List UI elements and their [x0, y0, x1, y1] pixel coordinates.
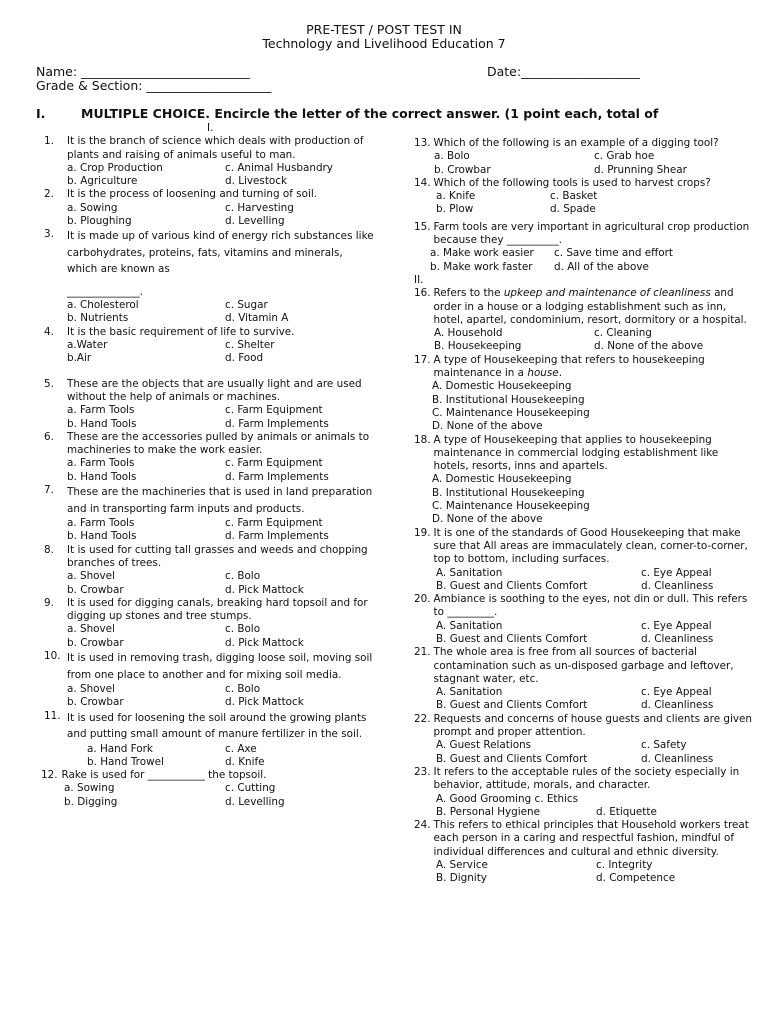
question-7: [44, 484, 374, 544]
question-text: Requests and concerns of house guests and clients are given prompt and proper attention.: [433, 712, 753, 739]
question-text-emphasis: upkeep and maintenance of cleanliness: [503, 287, 711, 300]
question-number: 14.: [414, 176, 431, 189]
question-number: 5.: [44, 377, 54, 390]
question-text: It is made up of various kind of energy rich substances like carbohydrates, proteins, fats, vitamins and minerals, which are known as: [67, 230, 374, 276]
option-d[interactable]: d. Etiquette: [596, 805, 657, 818]
question-16: [414, 287, 754, 353]
option-d[interactable]: d. Levelling: [225, 215, 285, 228]
option-d[interactable]: d. Spade: [550, 203, 596, 216]
option-c[interactable]: c. Cleaning: [594, 327, 652, 340]
option-b[interactable]: b.Air: [67, 352, 92, 365]
question-8: [44, 544, 374, 597]
name-field[interactable]: Name: ___________________________: [36, 64, 250, 79]
question-22: [414, 713, 754, 766]
question-3: [44, 228, 374, 325]
option-b[interactable]: b. Nutrients: [67, 312, 129, 325]
question-text-cont: and order in a house or a lodging establishment such as inn, hotel, apartel, condominium, resort, dormitory or a hospital.: [433, 287, 747, 326]
question-number: 20.: [414, 593, 431, 606]
question-text: These are the machineries that is used in land preparation and in transporting farm inputs and products.: [67, 486, 373, 515]
option-d[interactable]: d. Cleanliness: [641, 632, 714, 645]
option-b[interactable]: B. Dignity: [436, 872, 487, 885]
question-24: [414, 819, 754, 885]
question-number: 24.: [414, 819, 431, 832]
left-column: [41, 122, 374, 809]
option-b[interactable]: b. Hand Trowel: [87, 755, 164, 768]
option-c[interactable]: c. Eye Appeal: [641, 566, 712, 579]
option-a[interactable]: a. Farm Tools: [67, 404, 135, 417]
option-d[interactable]: D. None of the above: [432, 420, 543, 433]
question-18: [414, 434, 754, 527]
option-d[interactable]: d. None of the above: [594, 340, 704, 353]
question-text: These are the accessories pulled by animals or animals to machineries to make the work easier.: [67, 430, 370, 457]
option-b[interactable]: B. Institutional Housekeeping: [432, 393, 585, 406]
option-b[interactable]: B. Guest and Clients Comfort: [436, 699, 588, 712]
question-number: 15.: [414, 220, 431, 233]
question-13: [414, 137, 754, 177]
option-a[interactable]: a. Cholesterol: [67, 299, 139, 312]
option-d[interactable]: D. None of the above: [432, 513, 543, 526]
option-b[interactable]: B. Personal Hygiene: [436, 805, 541, 818]
question-text-emphasis: house: [527, 367, 559, 380]
option-d[interactable]: d. Vitamin A: [225, 312, 289, 325]
question-12: [41, 769, 374, 809]
question-text: It is the process of loosening and turning of soil.: [67, 188, 318, 201]
option-d[interactable]: d. Livestock: [225, 175, 287, 188]
question-6: [44, 431, 374, 484]
question-number: 11.: [44, 709, 61, 722]
option-b[interactable]: b. Crowbar: [67, 636, 124, 649]
option-b[interactable]: b. Hand Tools: [67, 530, 137, 543]
question-text: This refers to ethical principles that Household workers treat each person in a caring and respectful fashion, mindful of individual differences and cultural and ethnic diversity.: [433, 819, 749, 858]
option-c[interactable]: c. Harvesting: [225, 201, 294, 214]
test-title: PRE-TEST / POST TEST IN: [306, 22, 462, 37]
option-d[interactable]: d. Cleanliness: [641, 579, 714, 592]
option-c[interactable]: c. Animal Husbandry: [225, 161, 333, 174]
question-number: 23.: [414, 765, 431, 778]
question-number: 2.: [44, 188, 54, 201]
question-number: 10.: [44, 650, 61, 662]
option-a[interactable]: a.Water: [67, 339, 108, 352]
question-number: 7.: [44, 484, 54, 497]
question-number: 8.: [44, 543, 54, 556]
option-b[interactable]: B. Housekeeping: [434, 340, 522, 353]
question-4: [44, 326, 374, 366]
option-a[interactable]: A. Household: [434, 327, 503, 340]
option-d[interactable]: d. Farm Implements: [225, 470, 329, 483]
option-c[interactable]: c. Save time and effort: [554, 247, 674, 260]
question-text-cont: .: [558, 367, 563, 380]
question-text: These are the objects that are usually light and are used without the help of animals or machines.: [67, 377, 362, 403]
option-b[interactable]: b. Crowbar: [67, 583, 124, 596]
question-number: 6.: [44, 430, 54, 443]
question-15: [414, 221, 754, 274]
option-c[interactable]: c. Bolo: [225, 570, 261, 583]
question-text: Refers to the: [433, 287, 504, 300]
question-text: It refers to the acceptable rules of the society especially in behavior, attitude, morals, and character.: [433, 765, 740, 792]
question-11: [44, 710, 374, 770]
question-text: It is used for digging canals, breaking hard topsoil and for digging up stones and tree stumps.: [67, 596, 368, 623]
question-21: [414, 646, 754, 712]
option-a[interactable]: a. Make work easier: [430, 247, 534, 260]
question-1: [44, 135, 374, 188]
question-14: [414, 177, 754, 217]
question-text: Which of the following tools is used to harvest crops?: [433, 176, 711, 189]
option-c[interactable]: c. Safety: [641, 739, 687, 752]
question-text: Ambiance is soothing to the eyes, not din or dull. This refers to _________.: [433, 593, 748, 619]
question-number: 9.: [44, 596, 54, 609]
option-d[interactable]: d. Cleanliness: [641, 699, 714, 712]
option-d[interactable]: d. Farm Implements: [225, 417, 329, 430]
test-header: [0, 23, 768, 51]
option-c[interactable]: c. Basket: [550, 190, 598, 203]
question-text: It is one of the standards of Good Housekeeping that make sure that All areas are immaculately clean, corner-to-corner, top to bottom, including surfaces.: [433, 526, 748, 566]
question-5: [44, 378, 374, 431]
question-number: 13.: [414, 137, 431, 149]
option-a[interactable]: A. Guest Relations: [436, 739, 532, 752]
grade-section-field[interactable]: Grade & Section: ____________________: [36, 78, 272, 93]
option-a[interactable]: a. Sowing: [64, 782, 115, 795]
option-d[interactable]: d. Competence: [596, 872, 676, 885]
option-b[interactable]: B. Guest and Clients Comfort: [436, 632, 588, 645]
question-text: A type of Housekeeping that applies to housekeeping maintenance in commercial lodging establishment like hotels, resorts, inns and apartels.: [433, 433, 719, 473]
option-c[interactable]: c. Bolo: [225, 683, 261, 695]
question-text: It is used for cutting tall grasses and weeds and chopping branches of trees.: [67, 543, 368, 569]
option-c[interactable]: c. Eye Appeal: [641, 686, 712, 699]
option-a[interactable]: A. Domestic Housekeeping: [432, 380, 572, 393]
option-b[interactable]: b. Crowbar: [67, 696, 124, 709]
option-a[interactable]: a. Bolo: [434, 150, 470, 163]
option-a[interactable]: a. Shovel: [67, 570, 115, 583]
option-c[interactable]: c. Sugar: [225, 299, 268, 312]
option-c[interactable]: c. Cutting: [225, 782, 276, 795]
question-20: [414, 593, 754, 646]
option-b[interactable]: b. Ploughing: [67, 215, 132, 228]
question-17: [414, 354, 754, 434]
option-c[interactable]: c. Bolo: [225, 623, 261, 636]
question-number: 3.: [44, 228, 54, 241]
option-a[interactable]: a. Crop Production: [67, 161, 163, 174]
option-b[interactable]: B. Guest and Clients Comfort: [436, 752, 588, 765]
option-d[interactable]: d. Knife: [225, 755, 265, 768]
question-number: 18.: [414, 433, 431, 446]
question-number: 17.: [414, 353, 431, 366]
question-number: 22.: [414, 712, 431, 725]
option-b[interactable]: b. Make work faster: [430, 260, 533, 273]
question-text: Rake is used for ___________ the topsoil.: [61, 769, 267, 782]
option-a[interactable]: a. Farm Tools: [67, 517, 135, 530]
question-10: [44, 650, 374, 710]
question-number: 19.: [414, 526, 431, 539]
option-d[interactable]: d. Farm Implements: [225, 530, 329, 543]
option-d[interactable]: d. All of the above: [554, 260, 649, 273]
option-c[interactable]: c. Shelter: [225, 339, 275, 352]
option-d[interactable]: d. Cleanliness: [641, 752, 714, 765]
part-two-label: II.: [414, 273, 424, 286]
option-d[interactable]: d. Pick Mattock: [225, 583, 304, 596]
option-a[interactable]: a. Shovel: [67, 683, 115, 695]
question-number: 16.: [414, 287, 431, 300]
part-one-label: I.: [207, 122, 214, 134]
option-b[interactable]: b. Plow: [436, 203, 474, 216]
option-a[interactable]: a. Farm Tools: [67, 457, 135, 470]
answer-blank: ______________.: [67, 285, 144, 298]
question-text: The whole area is free from all sources of bacterial contamination such as un-disposed garbage and leftover, stagnant water, etc.: [433, 646, 734, 685]
question-text: It is used in removing trash, digging loose soil, moving soil from one place to another and for mixing soil media.: [67, 652, 373, 681]
question-19: [414, 527, 754, 593]
option-d[interactable]: d. Prunning Shear: [594, 163, 687, 176]
option-c[interactable]: c. Axe: [225, 742, 257, 755]
option-d[interactable]: d. Pick Mattock: [225, 696, 304, 709]
option-a[interactable]: A. Domestic Housekeeping: [432, 473, 572, 486]
option-c[interactable]: c. Grab hoe: [594, 150, 655, 163]
option-a[interactable]: a. Knife: [436, 190, 476, 203]
option-a[interactable]: a. Hand Fork: [87, 742, 153, 755]
question-text: It is the basic requirement of life to survive.: [67, 325, 295, 338]
question-number: 1.: [44, 135, 54, 148]
option-b[interactable]: b. Crowbar: [434, 163, 491, 176]
section-number: I.: [36, 106, 46, 121]
section-title: [36, 106, 658, 121]
date-field[interactable]: Date:___________________: [487, 64, 640, 79]
option-a[interactable]: A. Sanitation: [436, 619, 503, 632]
option-c[interactable]: c. Farm Equipment: [225, 457, 323, 470]
option-a[interactable]: A. Service: [436, 859, 488, 872]
option-c[interactable]: c. Integrity: [596, 859, 653, 872]
question-text: Farm tools are very important in agricultural crop production because they __________.: [433, 220, 750, 247]
option-b[interactable]: b. Agriculture: [67, 175, 138, 188]
question-9: [44, 597, 374, 650]
question-text: Which of the following is an example of a digging tool?: [433, 137, 719, 149]
option-c[interactable]: C. Maintenance Housekeeping: [432, 406, 590, 419]
question-number: 12.: [41, 769, 58, 782]
question-number: 4.: [44, 325, 54, 338]
question-text: It is used for loosening the soil around the growing plants and putting small amount of manure fertilizer in the soil.: [67, 711, 367, 741]
option-b[interactable]: B. Guest and Clients Comfort: [436, 579, 588, 592]
option-b[interactable]: b. Hand Tools: [67, 417, 137, 430]
option-b[interactable]: B. Institutional Housekeeping: [432, 486, 585, 499]
option-c[interactable]: c. Farm Equipment: [225, 404, 323, 417]
option-a[interactable]: A. Sanitation: [436, 566, 503, 579]
option-a[interactable]: a. Shovel: [67, 623, 115, 636]
option-a[interactable]: A. Sanitation: [436, 686, 503, 699]
question-text: A type of Housekeeping that refers to housekeeping maintenance in a: [433, 353, 705, 380]
option-b[interactable]: b. Digging: [64, 795, 118, 808]
question-text: It is the branch of science which deals with production of plants and raising of animals useful to man.: [67, 135, 364, 161]
option-d[interactable]: d. Pick Mattock: [225, 636, 304, 649]
question-number: 21.: [414, 646, 431, 659]
right-column: [414, 137, 754, 886]
option-d[interactable]: d. Food: [225, 352, 264, 365]
question-23: [414, 766, 754, 819]
section-instructions: MULTIPLE CHOICE. Encircle the letter of the correct answer. (1 point each, total of: [81, 106, 659, 121]
option-d[interactable]: d. Levelling: [225, 795, 285, 808]
test-subject: Technology and Livelihood Education 7: [262, 36, 506, 51]
question-2: [44, 188, 374, 228]
option-a[interactable]: a. Sowing: [67, 201, 118, 214]
option-c[interactable]: c. Farm Equipment: [225, 517, 323, 530]
option-b[interactable]: b. Hand Tools: [67, 470, 137, 483]
option-c[interactable]: c. Eye Appeal: [641, 619, 712, 632]
option-c[interactable]: C. Maintenance Housekeeping: [432, 500, 590, 513]
option-a-c[interactable]: A. Good Grooming c. Ethics: [436, 792, 579, 805]
